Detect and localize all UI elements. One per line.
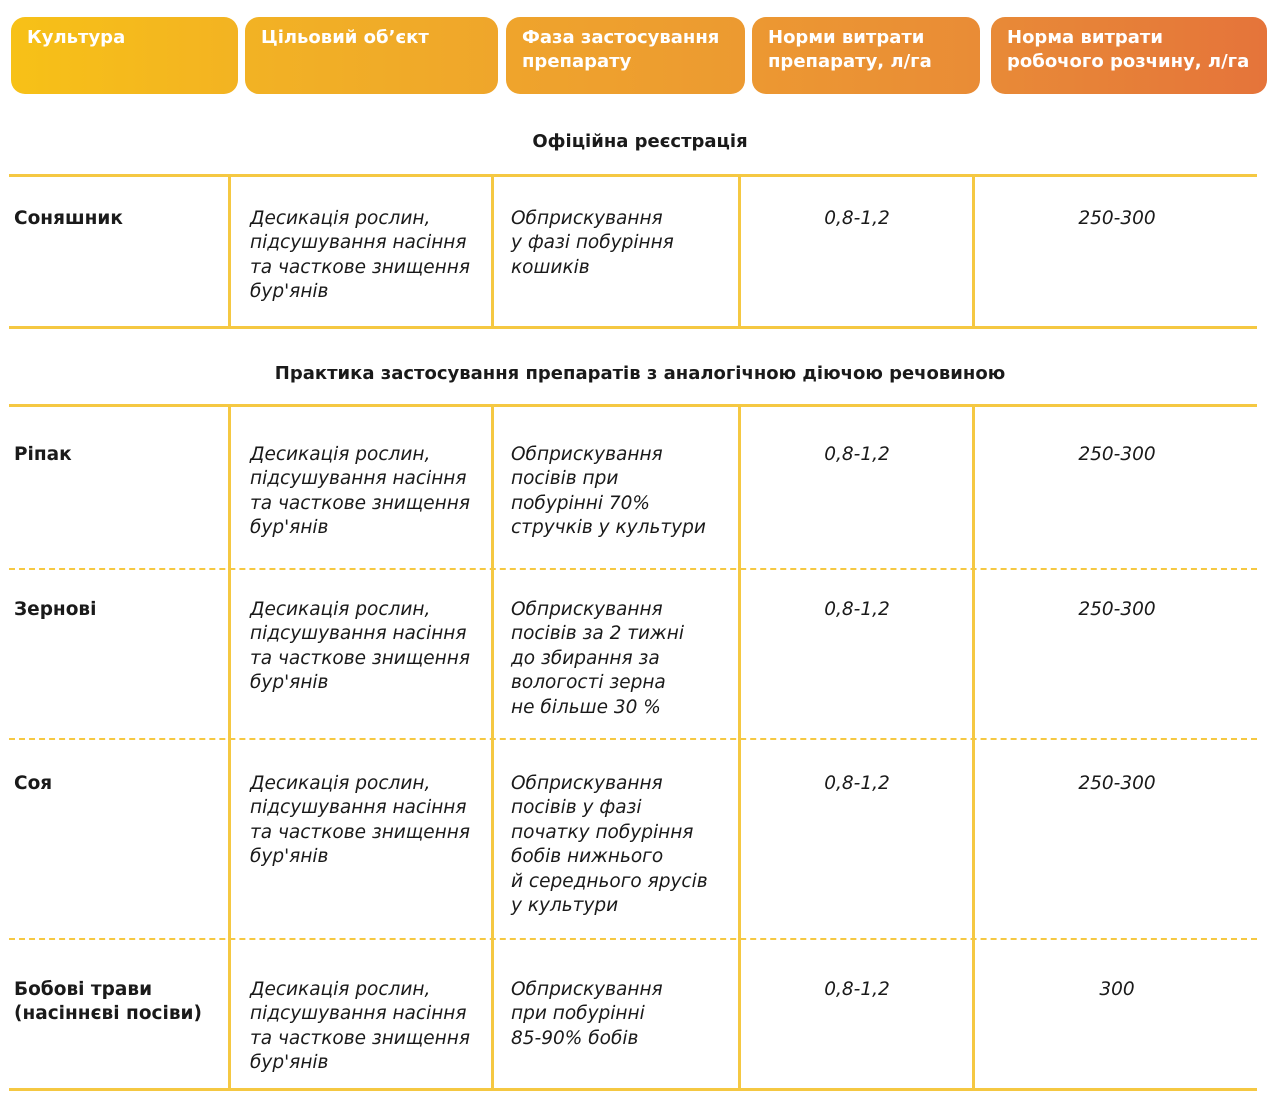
- section-title-practice: Практика застосування препаратів з аналогічною діючою речовиною: [274, 363, 1006, 384]
- phase-cell: Обприскування посівів при побурінні 70% стручків у культури: [511, 444, 706, 539]
- phase-cell: Обприскування у фазі побуріння кошиків: [511, 208, 674, 278]
- phase-cell: Обприскування при побурінні 85-90% бобів: [511, 979, 663, 1049]
- solution-cell: 250-300: [1078, 773, 1156, 794]
- crop-cell: Зернові: [14, 599, 97, 620]
- table-border-bottom: [9, 326, 1257, 329]
- crop-cell: Соняшник: [14, 208, 123, 229]
- column-divider: [972, 176, 975, 327]
- header-crop: Культура: [11, 17, 238, 94]
- column-divider: [228, 406, 231, 1089]
- column-divider: [738, 406, 741, 1089]
- rate-cell: 0,8-1,2: [824, 979, 890, 1000]
- solution-cell: 300: [1099, 979, 1135, 1000]
- column-divider: [491, 176, 494, 327]
- row-divider: [9, 938, 1257, 940]
- phase-cell: Обприскування посівів за 2 тижні до збирання за вологості зерна не більше 30 %: [511, 599, 684, 718]
- column-divider: [491, 406, 494, 1089]
- crop-cell: Бобові трави (насіннєві посіви): [14, 979, 202, 1025]
- rate-cell: 0,8-1,2: [824, 773, 890, 794]
- table-border-top: [9, 174, 1257, 177]
- column-divider: [738, 176, 741, 327]
- rate-cell: 0,8-1,2: [824, 208, 890, 229]
- row-divider: [9, 738, 1257, 740]
- table-border-top: [9, 404, 1257, 407]
- crop-cell: Ріпак: [14, 444, 72, 465]
- phase-cell: Обприскування посівів у фазі початку побуріння бобів нижнього й середнього ярусів у культури: [511, 773, 708, 917]
- column-divider: [228, 176, 231, 327]
- target-cell: Десикація рослин, підсушування насіння та часткове знищення бур'янів: [250, 773, 470, 868]
- target-cell: Десикація рослин, підсушування насіння та часткове знищення бур'янів: [250, 599, 470, 694]
- target-cell: Десикація рослин, підсушування насіння та часткове знищення бур'янів: [250, 444, 470, 539]
- section-title-official: Офіційна реєстрація: [532, 131, 748, 152]
- header-target: Цільовий об’єкт: [245, 17, 498, 94]
- solution-cell: 250-300: [1078, 599, 1156, 620]
- rate-cell: 0,8-1,2: [824, 444, 890, 465]
- table-border-bottom: [9, 1088, 1257, 1091]
- rate-cell: 0,8-1,2: [824, 599, 890, 620]
- header-solution: Норма витрати робочого розчину, л/га: [991, 17, 1267, 94]
- header-phase: Фаза застосування препарату: [506, 17, 745, 94]
- row-divider: [9, 568, 1257, 570]
- crop-cell: Соя: [14, 773, 53, 794]
- solution-cell: 250-300: [1078, 208, 1156, 229]
- target-cell: Десикація рослин, підсушування насіння та часткове знищення бур'янів: [250, 208, 470, 303]
- solution-cell: 250-300: [1078, 444, 1156, 465]
- target-cell: Десикація рослин, підсушування насіння та часткове знищення бур'янів: [250, 979, 470, 1074]
- header-rate: Норми витрати препарату, л/га: [752, 17, 980, 94]
- column-divider: [972, 406, 975, 1089]
